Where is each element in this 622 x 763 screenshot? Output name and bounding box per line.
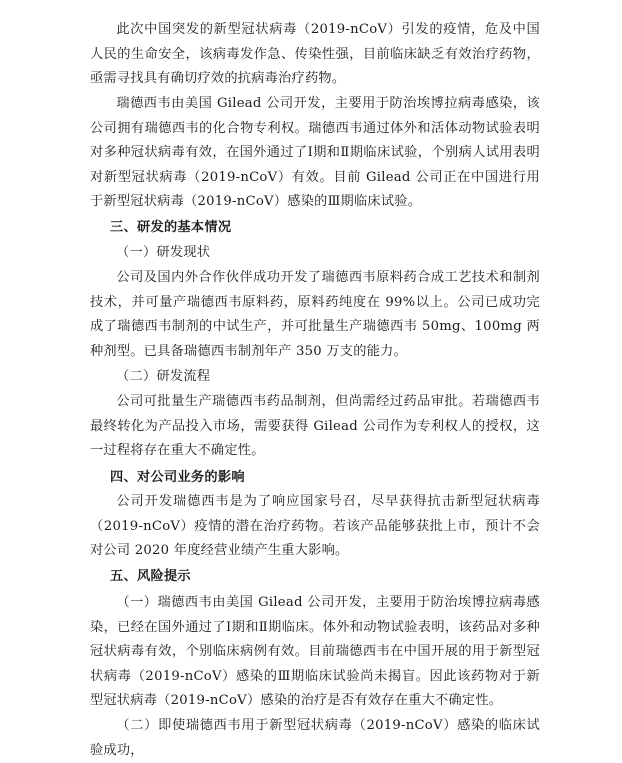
section4-text: 公司开发瑞德西韦是为了响应国家号召，尽早获得抗击新型冠状病毒（2019-nCoV）疫情的潜在治疗药物。若该产品能够获批上市，预计不会对公司 2020 年度经营业绩产生重大影响。: [90, 494, 540, 559]
section3-sub2-text: 公司可批量生产瑞德西韦药品制剂，但尚需经过药品审批。若瑞德西韦最终转化为产品投入市场，需要获得 Gilead 公司作为专利权人的授权，这一过程将存在重大不确定性。: [90, 394, 540, 459]
section3-sub1-text: 公司及国内外合作伙伴成功开发了瑞德西韦原料药合成工艺技术和制剂技术，并可量产瑞德西韦原料药，原料药纯度在 99%以上。公司已成功完成了瑞德西韦制剂的中试生产，并可批量生产瑞德西韦 50mg、100mg 两种剂型。已具备瑞德西韦制剂年产 350 万支的能力。: [90, 270, 540, 359]
section4-heading: 四、对公司业务的影响: [110, 470, 245, 485]
section3-sub1-title: （一）研发现状: [116, 245, 211, 260]
section3-sub2-title: （二）研发流程: [116, 369, 211, 384]
section5-heading: 五、风险提示: [110, 569, 191, 584]
intro-paragraph: 此次中国突发的新型冠状病毒（2019-nCoV）引发的疫情，危及中国人民的生命安全，该病毒发作急、传染性强，目前临床缺乏有效治疗药物，亟需寻找具有确切疗效的抗病毒治疗药物。: [90, 22, 540, 87]
section5-item1: （一）瑞德西韦由美国 Gilead 公司开发，主要用于防治埃博拉病毒感染，已经在国外通过了Ⅰ期和Ⅱ期临床。体外和动物试验表明，该药品对多种冠状病毒有效，个别临床病例有效。目前瑞德西韦在中国开展的用于新型冠状病毒（2019-nCoV）感染的Ⅲ期临床试验尚未揭盲。因此该药物对于新型冠状病毒（2019-nCoV）感染的治疗是否有效存在重大不确定性。: [90, 595, 540, 709]
section5-item2: （二）即使瑞德西韦用于新型冠状病毒（2019-nCoV）感染的临床试验成功，: [90, 718, 540, 758]
remdesivir-paragraph: 瑞德西韦由美国 Gilead 公司开发，主要用于防治埃博拉病毒感染，该公司拥有瑞德西韦的化合物专利权。瑞德西韦通过体外和活体动物试验表明对多种冠状病毒有效，在国外通过了Ⅰ期和Ⅱ期临床试验，个别病人试用表明对新型冠状病毒（2019-nCoV）有效。目前 Gilead 公司正在中国进行用于新型冠状病毒（2019-nCoV）感染的Ⅲ期临床试验。: [90, 96, 540, 210]
section3-heading: 三、研发的基本情况: [110, 220, 232, 235]
